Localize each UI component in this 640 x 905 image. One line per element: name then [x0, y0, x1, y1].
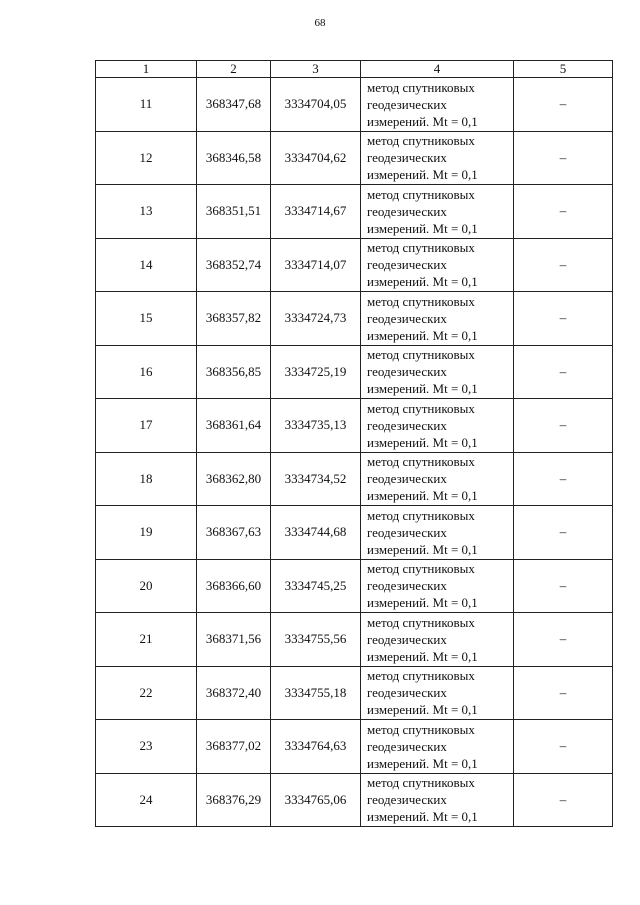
table-row: [96, 613, 613, 667]
note-cell: –: [514, 399, 613, 453]
point-number-cell: 15: [96, 292, 197, 346]
method-cell: [361, 399, 514, 453]
method-line-1: метод спутниковых: [367, 400, 475, 416]
method-line-1: метод спутниковых: [367, 133, 475, 149]
note-cell: –: [514, 506, 613, 560]
point-number-cell: 20: [96, 559, 197, 613]
note-cell: –: [514, 559, 613, 613]
method-cell: [361, 185, 514, 239]
x-coordinate-cell: 368367,63: [197, 506, 271, 560]
column-header-1: 1: [96, 61, 197, 78]
x-coordinate-cell: 368356,85: [197, 345, 271, 399]
method-line-3: измерений. Mt = 0,1: [367, 648, 478, 664]
y-coordinate-cell: 3334765,06: [271, 773, 361, 827]
x-coordinate-cell: 368377,02: [197, 720, 271, 774]
y-coordinate-cell: 3334725,19: [271, 345, 361, 399]
x-coordinate-cell: 368352,74: [197, 238, 271, 292]
point-number-cell: 17: [96, 399, 197, 453]
table-row: [96, 506, 613, 560]
note-cell: –: [514, 78, 613, 132]
y-coordinate-cell: 3334704,05: [271, 78, 361, 132]
point-number-cell: 22: [96, 666, 197, 720]
method-line-1: метод спутниковых: [367, 454, 475, 470]
note-cell: –: [514, 720, 613, 774]
y-coordinate-cell: 3334755,56: [271, 613, 361, 667]
table-row: [96, 773, 613, 827]
y-coordinate-cell: 3334714,67: [271, 185, 361, 239]
method-line-2: геодезических: [367, 524, 447, 540]
x-coordinate-cell: 368351,51: [197, 185, 271, 239]
table-row: [96, 720, 613, 774]
point-number-cell: 19: [96, 506, 197, 560]
method-line-3: измерений. Mt = 0,1: [367, 488, 478, 504]
note-cell: –: [514, 238, 613, 292]
method-line-3: измерений. Mt = 0,1: [367, 702, 478, 718]
table-header-row: [96, 61, 613, 78]
method-line-3: измерений. Mt = 0,1: [367, 113, 478, 129]
y-coordinate-cell: 3334734,52: [271, 452, 361, 506]
table-row: [96, 666, 613, 720]
method-line-2: геодезических: [367, 417, 447, 433]
y-coordinate-cell: 3334745,25: [271, 559, 361, 613]
note-cell: –: [514, 292, 613, 346]
column-header-5: 5: [514, 61, 613, 78]
point-number-cell: 11: [96, 78, 197, 132]
method-line-3: измерений. Mt = 0,1: [367, 167, 478, 183]
column-header-4: 4: [361, 61, 514, 78]
note-cell: –: [514, 345, 613, 399]
method-line-1: метод спутниковых: [367, 668, 475, 684]
method-cell: [361, 613, 514, 667]
method-line-3: измерений. Mt = 0,1: [367, 274, 478, 290]
method-line-1: метод спутниковых: [367, 507, 475, 523]
method-cell: [361, 238, 514, 292]
method-line-2: геодезических: [367, 792, 447, 808]
x-coordinate-cell: 368347,68: [197, 78, 271, 132]
method-line-2: геодезических: [367, 578, 447, 594]
table-row: [96, 345, 613, 399]
table-row: [96, 559, 613, 613]
point-number-cell: 23: [96, 720, 197, 774]
method-line-2: геодезических: [367, 96, 447, 112]
method-line-1: метод спутниковых: [367, 614, 475, 630]
method-line-2: геодезических: [367, 738, 447, 754]
y-coordinate-cell: 3334755,18: [271, 666, 361, 720]
method-line-3: измерений. Mt = 0,1: [367, 381, 478, 397]
method-line-1: метод спутниковых: [367, 721, 475, 737]
method-line-1: метод спутниковых: [367, 775, 475, 791]
page-number: 68: [314, 17, 326, 29]
method-line-1: метод спутниковых: [367, 186, 475, 202]
note-cell: –: [514, 613, 613, 667]
method-line-3: измерений. Mt = 0,1: [367, 595, 478, 611]
method-cell: [361, 506, 514, 560]
table-row: [96, 78, 613, 132]
y-coordinate-cell: 3334735,13: [271, 399, 361, 453]
method-line-1: метод спутниковых: [367, 347, 475, 363]
point-number-cell: 13: [96, 185, 197, 239]
x-coordinate-cell: 368362,80: [197, 452, 271, 506]
method-line-3: измерений. Mt = 0,1: [367, 541, 478, 557]
point-number-cell: 21: [96, 613, 197, 667]
x-coordinate-cell: 368371,56: [197, 613, 271, 667]
method-cell: [361, 131, 514, 185]
table-row: [96, 292, 613, 346]
note-cell: –: [514, 185, 613, 239]
method-line-2: геодезических: [367, 471, 447, 487]
method-line-2: геодезических: [367, 257, 447, 273]
y-coordinate-cell: 3334714,07: [271, 238, 361, 292]
method-line-2: геодезических: [367, 203, 447, 219]
method-line-2: геодезических: [367, 150, 447, 166]
method-line-1: метод спутниковых: [367, 240, 475, 256]
table-body: [96, 78, 613, 827]
method-line-2: геодезических: [367, 631, 447, 647]
method-cell: [361, 292, 514, 346]
point-number-cell: 18: [96, 452, 197, 506]
coordinates-table: [95, 60, 613, 827]
y-coordinate-cell: 3334704,62: [271, 131, 361, 185]
method-cell: [361, 773, 514, 827]
method-line-1: метод спутниковых: [367, 561, 475, 577]
note-cell: –: [514, 666, 613, 720]
x-coordinate-cell: 368366,60: [197, 559, 271, 613]
y-coordinate-cell: 3334744,68: [271, 506, 361, 560]
point-number-cell: 14: [96, 238, 197, 292]
method-line-3: измерений. Mt = 0,1: [367, 755, 478, 771]
x-coordinate-cell: 368357,82: [197, 292, 271, 346]
y-coordinate-cell: 3334724,73: [271, 292, 361, 346]
method-line-3: измерений. Mt = 0,1: [367, 809, 478, 825]
method-line-2: геодезических: [367, 685, 447, 701]
table-row: [96, 131, 613, 185]
method-cell: [361, 720, 514, 774]
x-coordinate-cell: 368372,40: [197, 666, 271, 720]
note-cell: –: [514, 131, 613, 185]
table-row: [96, 399, 613, 453]
method-line-3: измерений. Mt = 0,1: [367, 220, 478, 236]
x-coordinate-cell: 368376,29: [197, 773, 271, 827]
note-cell: –: [514, 452, 613, 506]
point-number-cell: 12: [96, 131, 197, 185]
method-line-1: метод спутниковых: [367, 293, 475, 309]
method-cell: [361, 345, 514, 399]
method-line-2: геодезических: [367, 310, 447, 326]
column-header-2: 2: [197, 61, 271, 78]
method-line-3: измерений. Mt = 0,1: [367, 327, 478, 343]
table-row: [96, 452, 613, 506]
x-coordinate-cell: 368346,58: [197, 131, 271, 185]
table-row: [96, 185, 613, 239]
method-line-2: геодезических: [367, 364, 447, 380]
method-cell: [361, 452, 514, 506]
point-number-cell: 24: [96, 773, 197, 827]
point-number-cell: 16: [96, 345, 197, 399]
column-header-3: 3: [271, 61, 361, 78]
method-cell: [361, 559, 514, 613]
x-coordinate-cell: 368361,64: [197, 399, 271, 453]
note-cell: –: [514, 773, 613, 827]
method-cell: [361, 666, 514, 720]
method-cell: [361, 78, 514, 132]
method-line-3: измерений. Mt = 0,1: [367, 434, 478, 450]
method-line-1: метод спутниковых: [367, 79, 475, 95]
table-row: [96, 238, 613, 292]
y-coordinate-cell: 3334764,63: [271, 720, 361, 774]
